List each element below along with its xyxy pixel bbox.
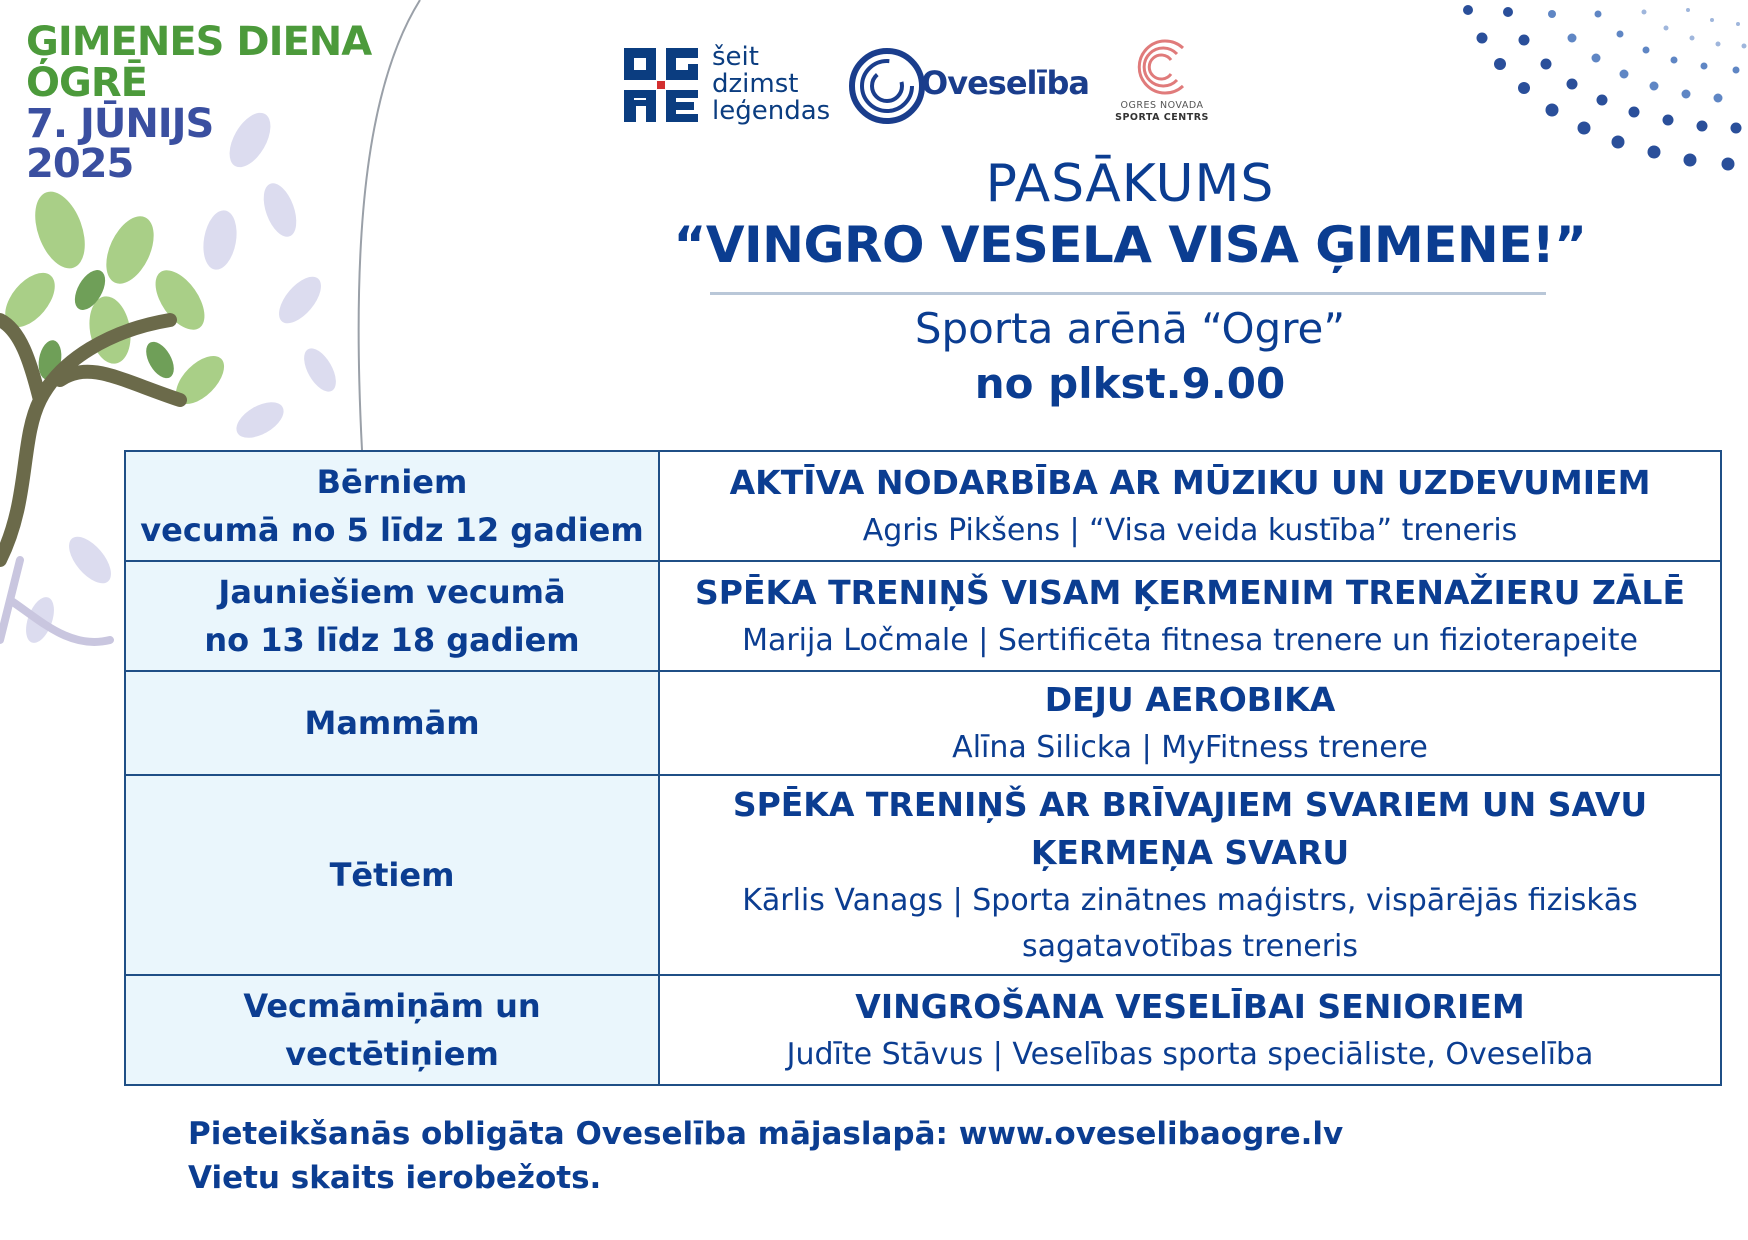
event-kicker: PASĀKUMS xyxy=(985,154,1275,214)
audience-cell xyxy=(125,975,659,1085)
activity-title: SPĒKA TRENIŅŠ AR BRĪVAJIEM SVARIEM UN SAVU xyxy=(732,785,1648,824)
event-year: 2025 xyxy=(26,141,134,188)
activity-cell xyxy=(659,975,1721,1085)
table-row xyxy=(125,671,1721,775)
table-row xyxy=(125,775,1721,975)
activity-cell xyxy=(659,671,1721,775)
oveseliba-ring-icon xyxy=(847,46,927,126)
event-tag xyxy=(26,19,372,188)
event-time: no plkst.9.00 xyxy=(974,359,1286,408)
schedule-table xyxy=(124,450,1722,1086)
coach-info: Agris Pikšens | “Visa veida kustība” treneris xyxy=(862,513,1518,548)
coach-info: Marija Ločmale | Sertificēta fitnesa trenere un fizioterapeite xyxy=(742,623,1638,658)
coach-info: Kārlis Vanags | Sporta zinātnes maģistrs, vispārējās fiziskās xyxy=(742,883,1638,918)
activity-cell xyxy=(659,561,1721,671)
activity-title: VINGROŠANA VESELĪBAI SENIORIEM xyxy=(855,987,1525,1026)
audience-label: vectētiņiem xyxy=(285,1035,499,1073)
activity-title: ĶERMEŅA SVARU xyxy=(1030,833,1350,872)
activity-title: DEJU AEROBIKA xyxy=(1044,680,1336,719)
title-divider xyxy=(710,292,1546,295)
event-venue: Sporta arēnā “Ogre” xyxy=(914,304,1346,353)
activity-title: AKTĪVA NODARBĪBA AR MŪZIKU UN UZDEVUMIEM xyxy=(729,463,1651,502)
audience-cell xyxy=(125,451,659,561)
audience-label: no 13 līdz 18 gadiem xyxy=(204,621,580,659)
limited-seats-note: Vietu skaits ierobežots. xyxy=(188,1160,602,1196)
audience-label: vecumā no 5 līdz 12 gadiem xyxy=(140,511,644,549)
registration-note xyxy=(188,1112,1343,1200)
event-title: “VINGRO VESELA VISA ĢIMENE!” xyxy=(673,216,1587,274)
coach-info: Judīte Stāvus | Veselības sporta speciāliste, Oveselība xyxy=(786,1037,1594,1072)
ogre-logo xyxy=(622,42,832,126)
oveseliba-logo-text: Oveselība xyxy=(921,64,1089,102)
ogre-logo-line1: šeit xyxy=(712,42,759,72)
audience-label: Mammām xyxy=(304,704,480,742)
audience-label: Bērniem xyxy=(316,463,468,501)
ogre-logo-line2: dzimst xyxy=(712,69,799,99)
sports-center-logo xyxy=(1107,36,1217,136)
activity-cell xyxy=(659,451,1721,561)
ogre-logo-line3: leģendas xyxy=(712,96,831,126)
sports-center-c-icon xyxy=(1131,36,1191,98)
activity-cell xyxy=(659,775,1721,975)
headline xyxy=(640,154,1620,276)
coach-info: sagatavotības treneris xyxy=(1021,929,1359,964)
sports-center-line2: SPORTA CENTRS xyxy=(1115,112,1209,123)
table-row xyxy=(125,451,1721,561)
event-tag-line2: OGRĒ xyxy=(26,59,147,106)
audience-label: Jauniešiem vecumā xyxy=(218,573,566,611)
coach-info: Alīna Silicka | MyFitness trenere xyxy=(952,730,1428,765)
registration-info: Pieteikšanās obligāta Oveselība mājaslapā: www.oveselibaogre.lv xyxy=(188,1116,1344,1152)
audience-label: Vecmāmiņām un xyxy=(243,987,541,1025)
partner-logos xyxy=(622,42,1222,132)
ogre-logo-mark-icon xyxy=(622,46,700,124)
sports-center-line1: OGRES NOVADA xyxy=(1120,100,1204,111)
event-tag-line1: ĢIMENES DIENA xyxy=(26,19,372,65)
audience-cell xyxy=(125,671,659,775)
audience-cell xyxy=(125,775,659,975)
table-row xyxy=(125,975,1721,1085)
audience-label: Tētiem xyxy=(329,856,455,894)
event-date: 7. JŪNIJS xyxy=(26,100,214,147)
ogre-logo-slogan xyxy=(712,44,830,125)
oveseliba-logo xyxy=(847,42,1097,130)
activity-title: SPĒKA TRENIŅŠ VISAM ĶERMENIM TRENAŽIERU ZĀLĒ xyxy=(694,573,1686,612)
audience-cell xyxy=(125,561,659,671)
table-row xyxy=(125,561,1721,671)
